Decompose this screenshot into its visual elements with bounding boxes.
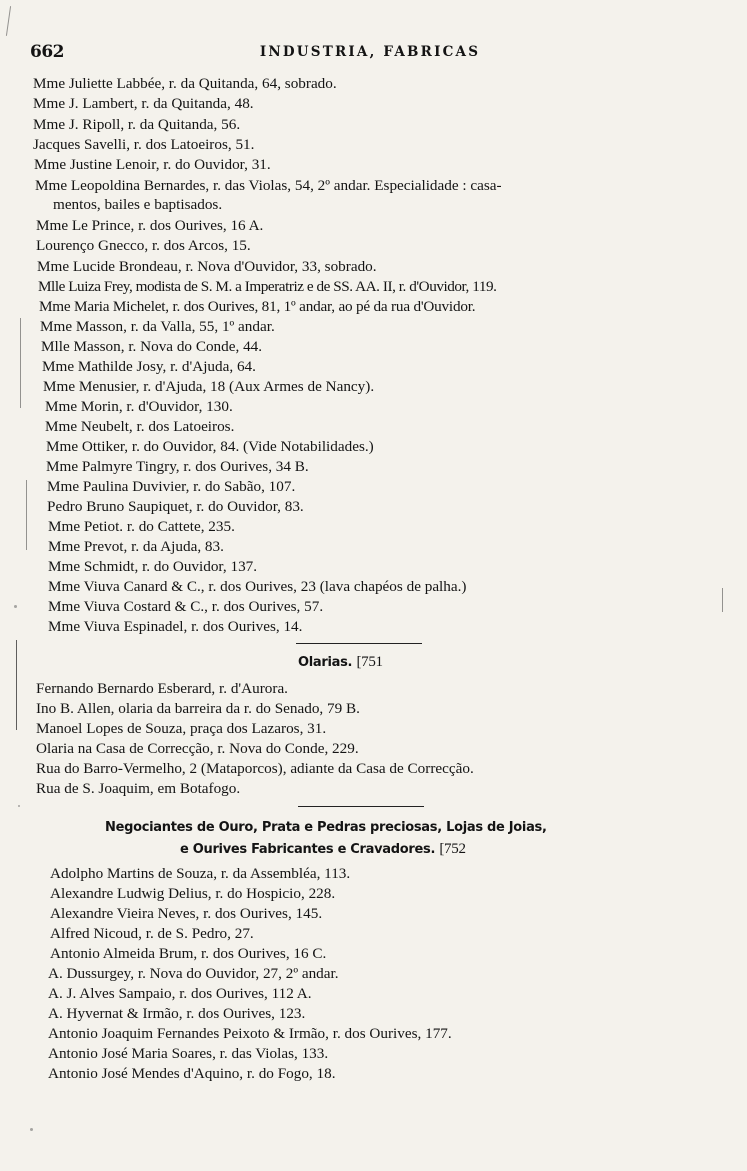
margin-mark xyxy=(26,480,27,550)
list-item: A. Dussurgey, r. Nova do Ouvidor, 27, 2º andar. xyxy=(48,965,339,982)
list-item: Mme Le Prince, r. dos Ourives, 16 A. xyxy=(36,217,264,234)
list-item: Jacques Savelli, r. dos Latoeiros, 51. xyxy=(33,136,255,153)
section-title xyxy=(298,653,383,672)
section-title-text: Olarias. xyxy=(298,655,353,670)
list-item: Ino B. Allen, olaria da barreira da r. do Senado, 79 B. xyxy=(36,700,360,717)
list-item: Mme Viuva Costard & C., r. dos Ourives, 57. xyxy=(48,598,324,615)
page-header xyxy=(30,42,710,64)
list-item: Mme Petiot. r. do Cattete, 235. xyxy=(48,518,235,535)
list-item: Mme Justine Lenoir, r. do Ouvidor, 31. xyxy=(34,156,271,173)
list-item: Rua do Barro-Vermelho, 2 (Mataporcos), adiante da Casa de Correcção. xyxy=(36,760,474,777)
list-item: Mme Mathilde Josy, r. d'Ajuda, 64. xyxy=(42,358,256,375)
section-title: Negociantes de Ouro, Prata e Pedras preciosas, Lojas de Joias, xyxy=(105,820,547,835)
list-item: Antonio Almeida Brum, r. dos Ourives, 16 C. xyxy=(50,945,327,962)
section-divider xyxy=(296,643,422,644)
list-item: Mme Palmyre Tingry, r. dos Ourives, 34 B. xyxy=(46,458,309,475)
list-item: Mme Viuva Espinadel, r. dos Ourives, 14. xyxy=(48,618,303,635)
list-item: Olaria na Casa de Correcção, r. Nova do Conde, 229. xyxy=(36,740,359,757)
list-item: Mme Maria Michelet, r. dos Ourives, 81, 1º andar, ao pé da rua d'Ouvidor. xyxy=(39,298,476,315)
list-item: Rua de S. Joaquim, em Botafogo. xyxy=(36,780,241,797)
margin-mark xyxy=(6,6,11,36)
list-item: Fernando Bernardo Esberard, r. d'Aurora. xyxy=(36,680,288,697)
list-item: Mme Lucide Brondeau, r. Nova d'Ouvidor, 33, sobrado. xyxy=(37,258,377,275)
list-item: Mlle Masson, r. Nova do Conde, 44. xyxy=(41,338,263,355)
list-item: Antonio José Maria Soares, r. das Violas, 133. xyxy=(48,1045,329,1062)
list-item: Alfred Nicoud, r. de S. Pedro, 27. xyxy=(50,925,254,942)
section-divider xyxy=(298,806,424,807)
list-item: Antonio José Mendes d'Aquino, r. do Fogo, 18. xyxy=(48,1065,336,1082)
list-item: A. Hyvernat & Irmão, r. dos Ourives, 123. xyxy=(48,1005,306,1022)
list-item: Mme Masson, r. da Valla, 55, 1º andar. xyxy=(40,318,275,335)
section-number: [751 xyxy=(356,654,383,670)
page-number: 662 xyxy=(30,42,64,62)
margin-mark xyxy=(722,588,723,612)
list-item: Mme Morin, r. d'Ouvidor, 130. xyxy=(45,398,233,415)
list-item: Mme Leopoldina Bernardes, r. das Violas, 54, 2º andar. Especialidade : casa- xyxy=(35,177,502,194)
list-item: Mme Viuva Canard & C., r. dos Ourives, 23 (lava chapéos de palha.) xyxy=(48,578,467,595)
list-item: A. J. Alves Sampaio, r. dos Ourives, 112 A. xyxy=(48,985,312,1002)
section-number: [752 xyxy=(439,841,466,857)
list-item: Mme Prevot, r. da Ajuda, 83. xyxy=(48,538,224,555)
section-title-line2 xyxy=(180,840,466,859)
list-item: Alexandre Vieira Neves, r. dos Ourives, 145. xyxy=(50,905,323,922)
list-item: Alexandre Ludwig Delius, r. do Hospicio, 228. xyxy=(50,885,336,902)
margin-mark xyxy=(20,318,21,408)
margin-mark xyxy=(16,640,17,730)
list-item: Adolpho Martins de Souza, r. da Assembléa, 113. xyxy=(50,865,351,882)
list-item: Lourenço Gnecco, r. dos Arcos, 15. xyxy=(36,237,251,254)
list-item: Mme J. Lambert, r. da Quitanda, 48. xyxy=(33,95,254,112)
list-item: Mme Juliette Labbée, r. da Quitanda, 64, sobrado. xyxy=(33,75,337,92)
list-item: Mlle Luiza Frey, modista de S. M. a Imperatriz e de SS. AA. II, r. d'Ouvidor, 119. xyxy=(38,278,497,295)
list-item: Antonio Joaquim Fernandes Peixoto & Irmão, r. dos Ourives, 177. xyxy=(48,1025,452,1042)
list-item: Mme Neubelt, r. dos Latoeiros. xyxy=(45,418,235,435)
list-item: Pedro Bruno Saupiquet, r. do Ouvidor, 83. xyxy=(47,498,304,515)
list-item: Mme Ottiker, r. do Ouvidor, 84. (Vide Notabilidades.) xyxy=(46,438,374,455)
ink-speck xyxy=(18,805,20,807)
list-item: Mme Menusier, r. d'Ajuda, 18 (Aux Armes de Nancy). xyxy=(43,378,375,395)
list-item-continuation: mentos, bailes e baptisados. xyxy=(53,196,223,213)
list-item: Manoel Lopes de Souza, praça dos Lazaros, 31. xyxy=(36,720,327,737)
list-item: Mme J. Ripoll, r. da Quitanda, 56. xyxy=(33,116,241,133)
ink-speck xyxy=(30,1128,33,1131)
list-item: Mme Paulina Duvivier, r. do Sabão, 107. xyxy=(47,478,296,495)
list-item: Mme Schmidt, r. do Ouvidor, 137. xyxy=(48,558,258,575)
ink-speck xyxy=(14,605,17,608)
section-title-text: e Ourives Fabricantes e Cravadores. xyxy=(180,842,436,857)
running-head: INDUSTRIA, FABRICAS xyxy=(259,44,481,60)
